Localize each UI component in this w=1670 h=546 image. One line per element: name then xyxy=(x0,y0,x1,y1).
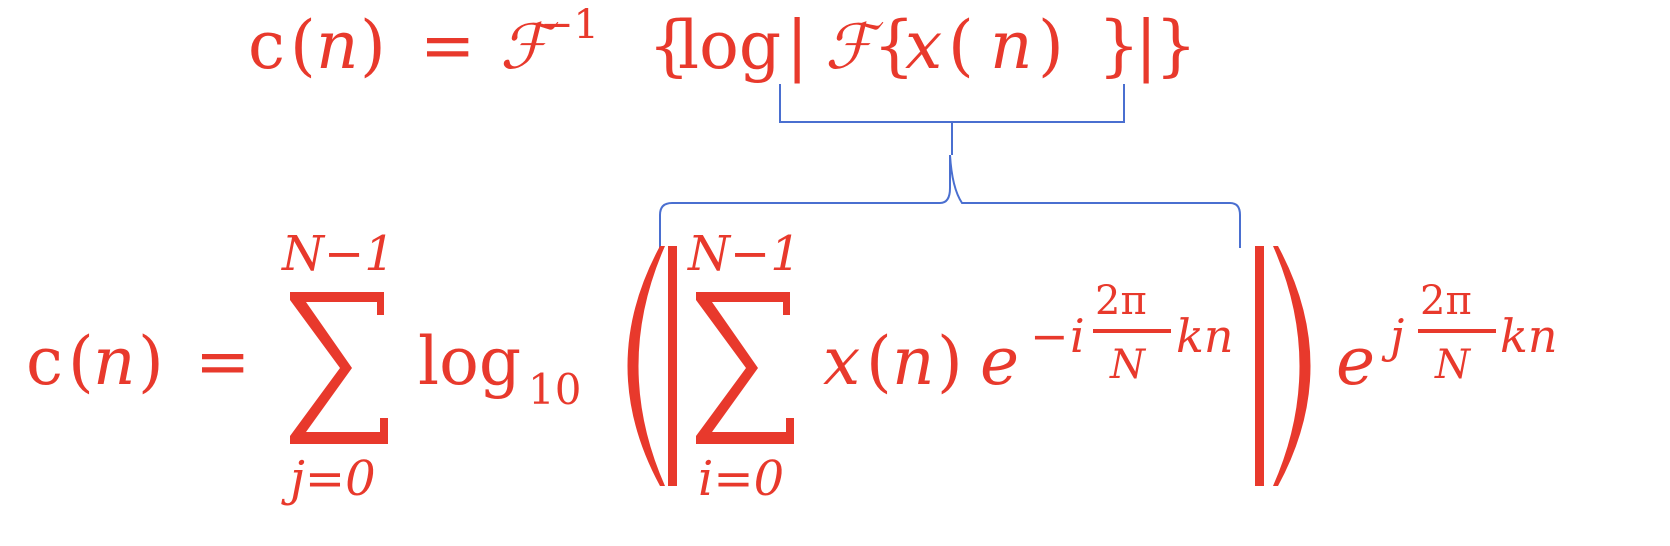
exp2-kn: kn xyxy=(1500,309,1558,363)
exp2-numerator: 2π xyxy=(1420,278,1472,324)
sum2-lower-limit: i=0 xyxy=(698,451,785,507)
bottom-rparen: ) xyxy=(138,323,164,400)
top-bracket xyxy=(780,84,1124,155)
big-left-paren xyxy=(628,246,666,486)
top-abs-bar-left: | xyxy=(786,7,809,84)
top-lparen-inner: ( xyxy=(948,7,974,84)
bottom-log: log xyxy=(418,323,522,400)
bottom-lparen: ( xyxy=(68,323,94,400)
top-formula xyxy=(248,2,1197,84)
bottom-n-inner: n xyxy=(892,323,935,400)
exp1-denominator: N xyxy=(1110,342,1145,388)
exp2-denominator: N xyxy=(1435,342,1470,388)
top-rparen-inner: ) xyxy=(1038,7,1064,84)
top-rparen: ) xyxy=(360,7,386,84)
sum1-sigma-icon xyxy=(290,292,388,444)
exp1-i: i xyxy=(1070,309,1085,363)
exp2-j: j xyxy=(1390,309,1405,363)
top-equals: = xyxy=(420,7,476,84)
bottom-log-base: 10 xyxy=(528,365,582,414)
bottom-x: x xyxy=(823,323,861,400)
top-n-inner: n xyxy=(990,7,1033,84)
bottom-n: n xyxy=(93,323,136,400)
exp1-e: e xyxy=(980,323,1020,400)
top-fourier-inner: ℱ xyxy=(825,10,874,83)
sum1-upper-limit: N−1 xyxy=(282,226,395,282)
big-abs-bar-left xyxy=(668,246,677,486)
exp2-fraction-bar xyxy=(1418,329,1496,333)
top-x: x xyxy=(905,7,943,84)
exp1-kn: kn xyxy=(1176,309,1234,363)
exp1-fraction-bar xyxy=(1093,329,1171,333)
exp1-minus: − xyxy=(1030,309,1069,363)
exp1-numerator: 2π xyxy=(1095,278,1147,324)
bottom-c: c xyxy=(26,323,63,400)
bottom-lparen-inner: ( xyxy=(866,323,892,400)
top-c: c xyxy=(248,7,285,84)
big-right-paren xyxy=(1273,246,1311,486)
connector-brackets xyxy=(660,84,1240,248)
top-log: log xyxy=(678,7,782,84)
top-abs-bar-right: | xyxy=(1135,7,1158,84)
big-abs-bar-right xyxy=(1255,246,1264,486)
top-fourier: ℱ xyxy=(500,10,549,83)
sum1-lower-limit: j=0 xyxy=(290,451,376,507)
bottom-formula xyxy=(26,226,1558,507)
exp2-e: e xyxy=(1336,323,1376,400)
sum2-upper-limit: N−1 xyxy=(688,226,801,282)
top-n: n xyxy=(316,7,359,84)
top-rbrace-inner: } xyxy=(1098,7,1140,84)
top-inverse-superscript: −1 xyxy=(540,2,599,48)
top-lbrace: { xyxy=(648,7,690,84)
top-lparen: ( xyxy=(290,7,316,84)
top-rbrace: } xyxy=(1155,7,1197,84)
top-lbrace-inner: { xyxy=(873,7,915,84)
bottom-equals: = xyxy=(195,323,251,400)
bottom-rparen-inner: ) xyxy=(937,323,963,400)
sum2-sigma-icon xyxy=(696,292,794,444)
